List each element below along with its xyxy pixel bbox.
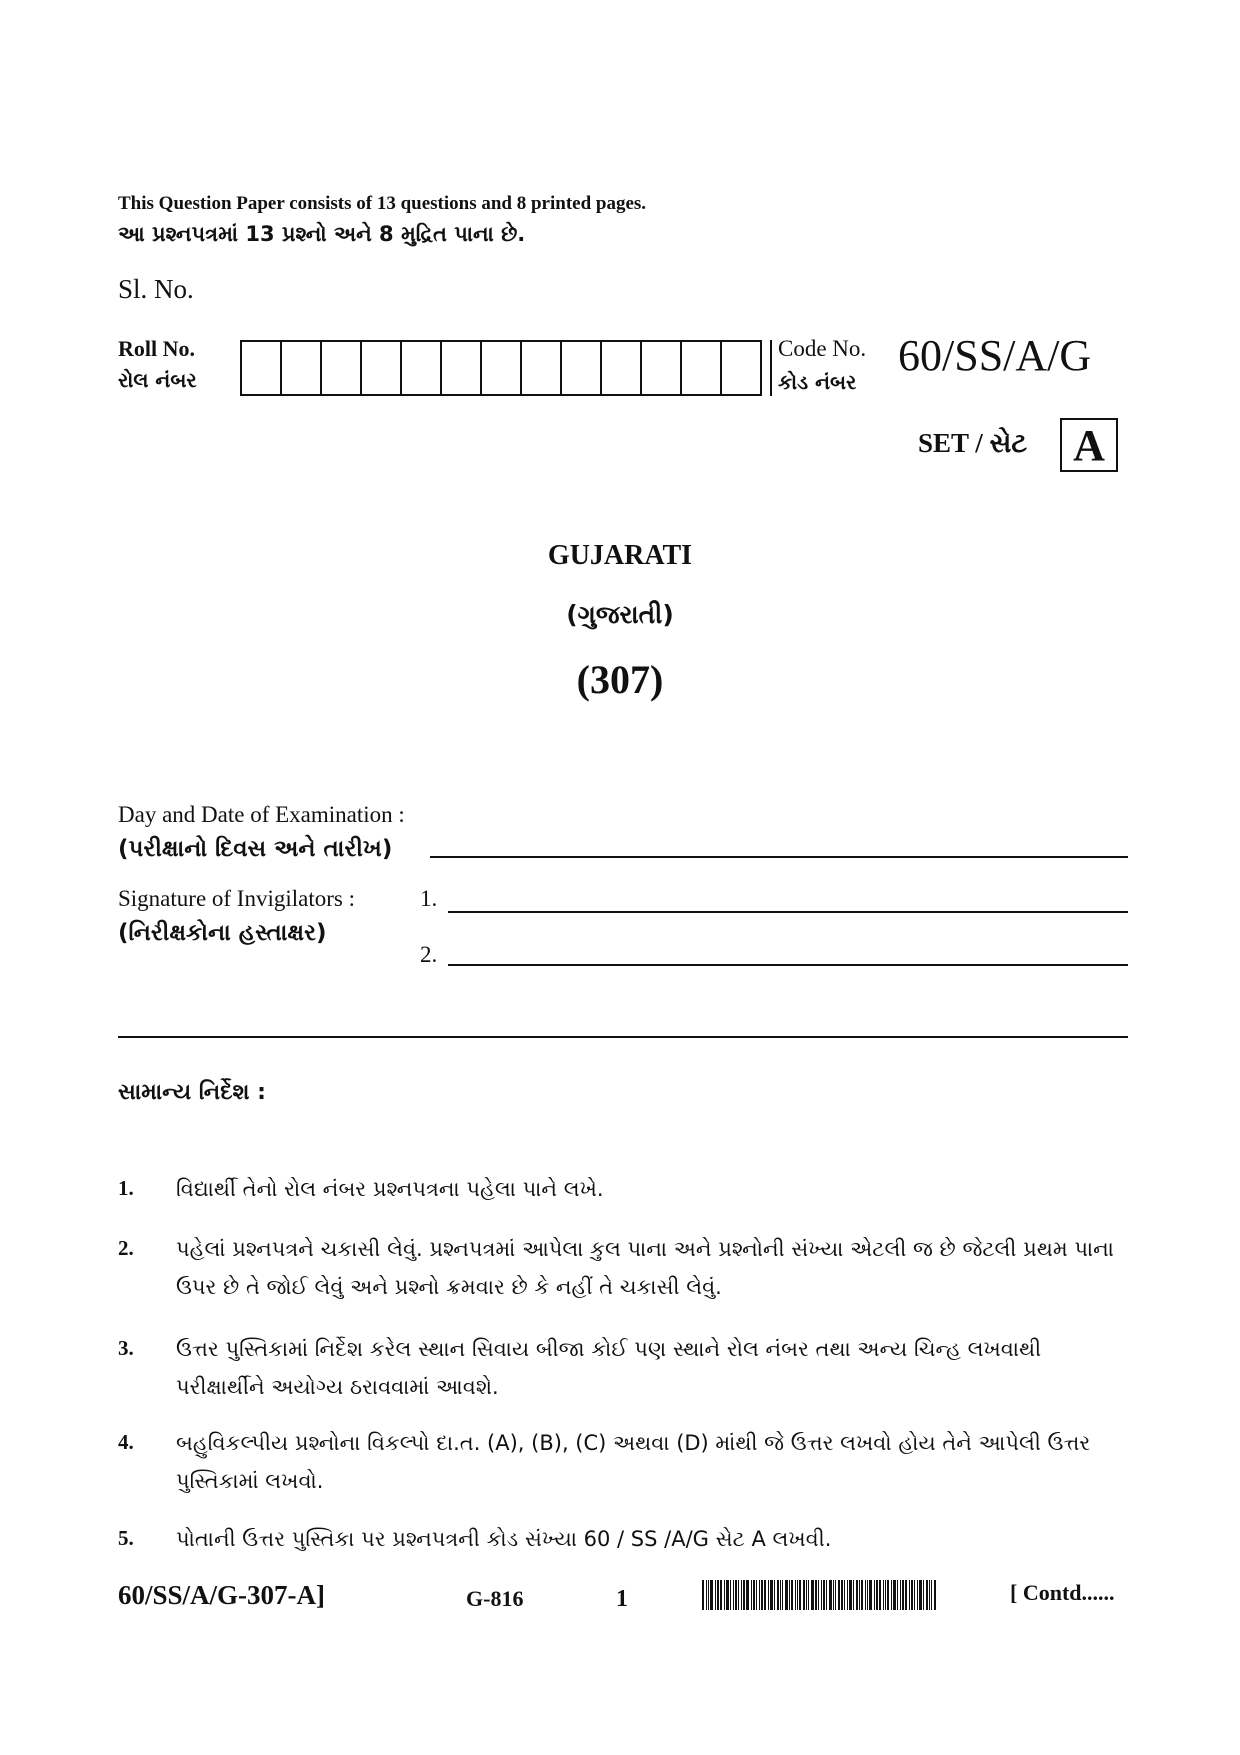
barcode-bar: [853, 1580, 854, 1610]
barcode-bar: [735, 1580, 737, 1610]
instruction-number: 1.: [118, 1176, 134, 1200]
barcode-image: [702, 1580, 998, 1610]
roll-no-box[interactable]: [320, 340, 362, 396]
invigilators-label-gu: (નિરીક્ષકોના હસ્તાક્ષર): [118, 920, 327, 946]
barcode-bar: [785, 1580, 788, 1610]
barcode-bar: [756, 1580, 757, 1610]
subject-code: (307): [576, 657, 664, 702]
barcode-bar: [841, 1580, 843, 1610]
roll-no-box[interactable]: [560, 340, 602, 396]
barcode-bar: [931, 1580, 932, 1610]
instruction-text: પહેલાં પ્રશ્નપત્રને ચકાસી લેવું. પ્રશ્નપત્રમાં આપેલા કુલ પાના અને પ્રશ્નોની સંખ્યા એટલી જ છે જેટલી પ્રથમ પાના ઉપર છે તે જોઈ લેવું અને પ્રશ્નો ક્રમવાર છે કે નહીં તે ચકાસી લેવું.: [176, 1237, 1114, 1299]
barcode-bar: [797, 1580, 798, 1610]
instruction-text: ઉત્તર પુસ્તિકામાં નિર્દેશ કરેલ સ્થાન સિવાય બીજા કોઈ પણ સ્થાને રોલ નંબર તથા અન્ય ચિન્હ લખવાથી પરીક્ષાર્થીને અયોગ્ય ઠરાવવામાં આવશે.: [176, 1337, 1042, 1399]
subject-title: GUJARATI: [547, 540, 693, 571]
code-divider: [770, 340, 772, 396]
barcode-bar: [883, 1580, 884, 1610]
barcode-bar: [897, 1580, 898, 1610]
roll-no-boxes[interactable]: [240, 340, 760, 396]
code-no-label: Code No.: [778, 336, 867, 361]
barcode-bar: [706, 1580, 707, 1610]
barcode-bar: [708, 1580, 709, 1610]
barcode-bar: [861, 1580, 863, 1610]
barcode-bar: [914, 1580, 915, 1610]
barcode-bar: [815, 1580, 817, 1610]
barcode-bar: [724, 1580, 725, 1610]
invigilator-2-number: 2.: [420, 942, 438, 967]
barcode-bar: [885, 1580, 886, 1610]
barcode-bar: [789, 1580, 790, 1610]
barcode-bar: [867, 1580, 868, 1610]
barcode-bar: [741, 1580, 742, 1610]
barcode-bar: [887, 1580, 889, 1610]
barcode-bar: [799, 1580, 801, 1610]
exam-date-label: Day and Date of Examination :: [118, 802, 405, 827]
instruction-number: 3.: [118, 1336, 134, 1360]
barcode-bar: [743, 1580, 745, 1610]
roll-no-box[interactable]: [280, 340, 322, 396]
barcode-bar: [900, 1580, 901, 1610]
barcode-bar: [715, 1580, 716, 1610]
invigilators-label: Signature of Invigilators :: [118, 886, 355, 911]
barcode-bar: [909, 1580, 910, 1610]
instruction-number: 5.: [118, 1526, 134, 1550]
barcode-bar: [720, 1580, 722, 1610]
barcode-bar: [730, 1580, 731, 1610]
barcode-bar: [821, 1580, 822, 1610]
footer-paper-code: 60/SS/A/G-307-A]: [118, 1580, 326, 1610]
barcode-bar: [891, 1580, 892, 1610]
roll-no-box[interactable]: [720, 340, 762, 396]
paper-info-en: This Question Paper consists of 13 questions and 8 printed pages.: [118, 193, 647, 214]
barcode-bar: [777, 1580, 779, 1610]
barcode-bar: [818, 1580, 819, 1610]
instruction-text: પોતાની ઉત્તર પુસ્તિકા પર પ્રશ્નપત્રની કોડ સંખ્યા 60 / SS /A/G સેટ A લખવી.: [176, 1527, 832, 1551]
barcode-bar: [844, 1580, 845, 1610]
barcode-bar: [917, 1580, 918, 1610]
barcode-bar: [911, 1580, 913, 1610]
instructions-heading: સામાન્ય નિર્દેશ :: [118, 1080, 266, 1105]
set-value-box: A: [1060, 418, 1118, 472]
barcode-bar: [838, 1580, 840, 1610]
barcode-bar: [926, 1580, 928, 1610]
barcode-bar: [826, 1580, 827, 1610]
barcode-bar: [751, 1580, 752, 1610]
barcode-bar: [835, 1580, 836, 1610]
barcode-bar: [764, 1580, 766, 1610]
barcode-bar: [856, 1580, 858, 1610]
barcode-bar: [761, 1580, 763, 1610]
exam-date-label-gu: (પરીક્ષાનો દિવસ અને તારીખ): [118, 836, 393, 862]
roll-no-box[interactable]: [600, 340, 642, 396]
barcode-bar: [753, 1580, 755, 1610]
barcode-bar: [795, 1580, 796, 1610]
barcode-bar: [768, 1580, 769, 1610]
barcode-bar: [929, 1580, 930, 1610]
instruction-text: બહુવિકલ્પીય પ્રશ્નોના વિકલ્પો દા.ત. (A), (B), (C) અથવા (D) માંથી જે ઉત્તર લખવો હોય તેને આપેલી ઉત્તર પુસ્તિકામાં લખવો.: [176, 1431, 1091, 1493]
barcode-bar: [823, 1580, 825, 1610]
instruction-number: 4.: [118, 1430, 134, 1454]
barcode-bar: [919, 1580, 922, 1610]
exam-date-line[interactable]: [430, 856, 1128, 858]
roll-no-box[interactable]: [640, 340, 682, 396]
roll-no-label-gu: રોલ નંબર: [118, 368, 197, 392]
section-divider: [118, 1036, 1128, 1038]
barcode-bar: [833, 1580, 834, 1610]
paper-info-gu: આ પ્રશ્નપત્રમાં 13 પ્રશ્નો અને 8 મુદ્રિત પાના છે.: [118, 222, 526, 246]
continued-marker: [ Contd......: [1010, 1580, 1115, 1605]
roll-no-box[interactable]: [680, 340, 722, 396]
barcode-bar: [847, 1580, 848, 1610]
barcode-bar: [934, 1580, 936, 1610]
barcode-bar: [803, 1580, 805, 1610]
barcode-bar: [717, 1580, 719, 1610]
barcode-bar: [905, 1580, 907, 1610]
barcode-bar: [780, 1580, 781, 1610]
barcode-bar: [746, 1580, 749, 1610]
barcode-bar: [879, 1580, 881, 1610]
barcode-bar: [726, 1580, 729, 1610]
roll-no-box[interactable]: [360, 340, 402, 396]
invigilator-2-line[interactable]: [448, 964, 1128, 966]
barcode-bar: [923, 1580, 924, 1610]
barcode-bar: [829, 1580, 832, 1610]
roll-no-box[interactable]: [240, 340, 282, 396]
barcode-bar: [902, 1580, 904, 1610]
barcode-bar: [710, 1580, 713, 1610]
barcode-bar: [791, 1580, 793, 1610]
barcode-bar: [859, 1580, 860, 1610]
barcode-bar: [782, 1580, 783, 1610]
barcode-bar: [702, 1580, 704, 1610]
page-number: 1: [616, 1586, 628, 1612]
footer-reference: G-816: [466, 1586, 524, 1611]
invigilator-1-number: 1.: [420, 886, 438, 911]
code-no-label-gu: કોડ નંબર: [778, 370, 857, 394]
roll-no-box[interactable]: [400, 340, 442, 396]
barcode-bar: [759, 1580, 760, 1610]
barcode-bar: [849, 1580, 852, 1610]
roll-no-box[interactable]: [440, 340, 482, 396]
barcode-bar: [874, 1580, 875, 1610]
code-no-value: 60/SS/A/G: [898, 331, 1092, 380]
set-label: SET / સેટ: [918, 428, 1028, 458]
barcode-bar: [774, 1580, 775, 1610]
roll-no-box[interactable]: [520, 340, 562, 396]
barcode-bar: [869, 1580, 872, 1610]
barcode-bar: [811, 1580, 814, 1610]
barcode-bar: [806, 1580, 807, 1610]
barcode-bar: [770, 1580, 773, 1610]
sl-no-label: Sl. No.: [118, 274, 194, 304]
barcode-bar: [893, 1580, 896, 1610]
instruction-text: વિદ્યાર્થી તેનો રોલ નંબર પ્રશ્નપત્રના પહેલા પાને લખે.: [176, 1177, 604, 1201]
barcode-bar: [876, 1580, 878, 1610]
barcode-bar: [808, 1580, 809, 1610]
roll-no-box[interactable]: [480, 340, 522, 396]
barcode-bar: [738, 1580, 739, 1610]
instruction-number: 2.: [118, 1236, 134, 1260]
roll-no-label: Roll No.: [118, 336, 195, 361]
barcode-bar: [865, 1580, 866, 1610]
barcode-bar: [733, 1580, 734, 1610]
invigilator-1-line[interactable]: [448, 911, 1128, 913]
subject-title-gu: (ગુજરાતી): [566, 600, 674, 629]
